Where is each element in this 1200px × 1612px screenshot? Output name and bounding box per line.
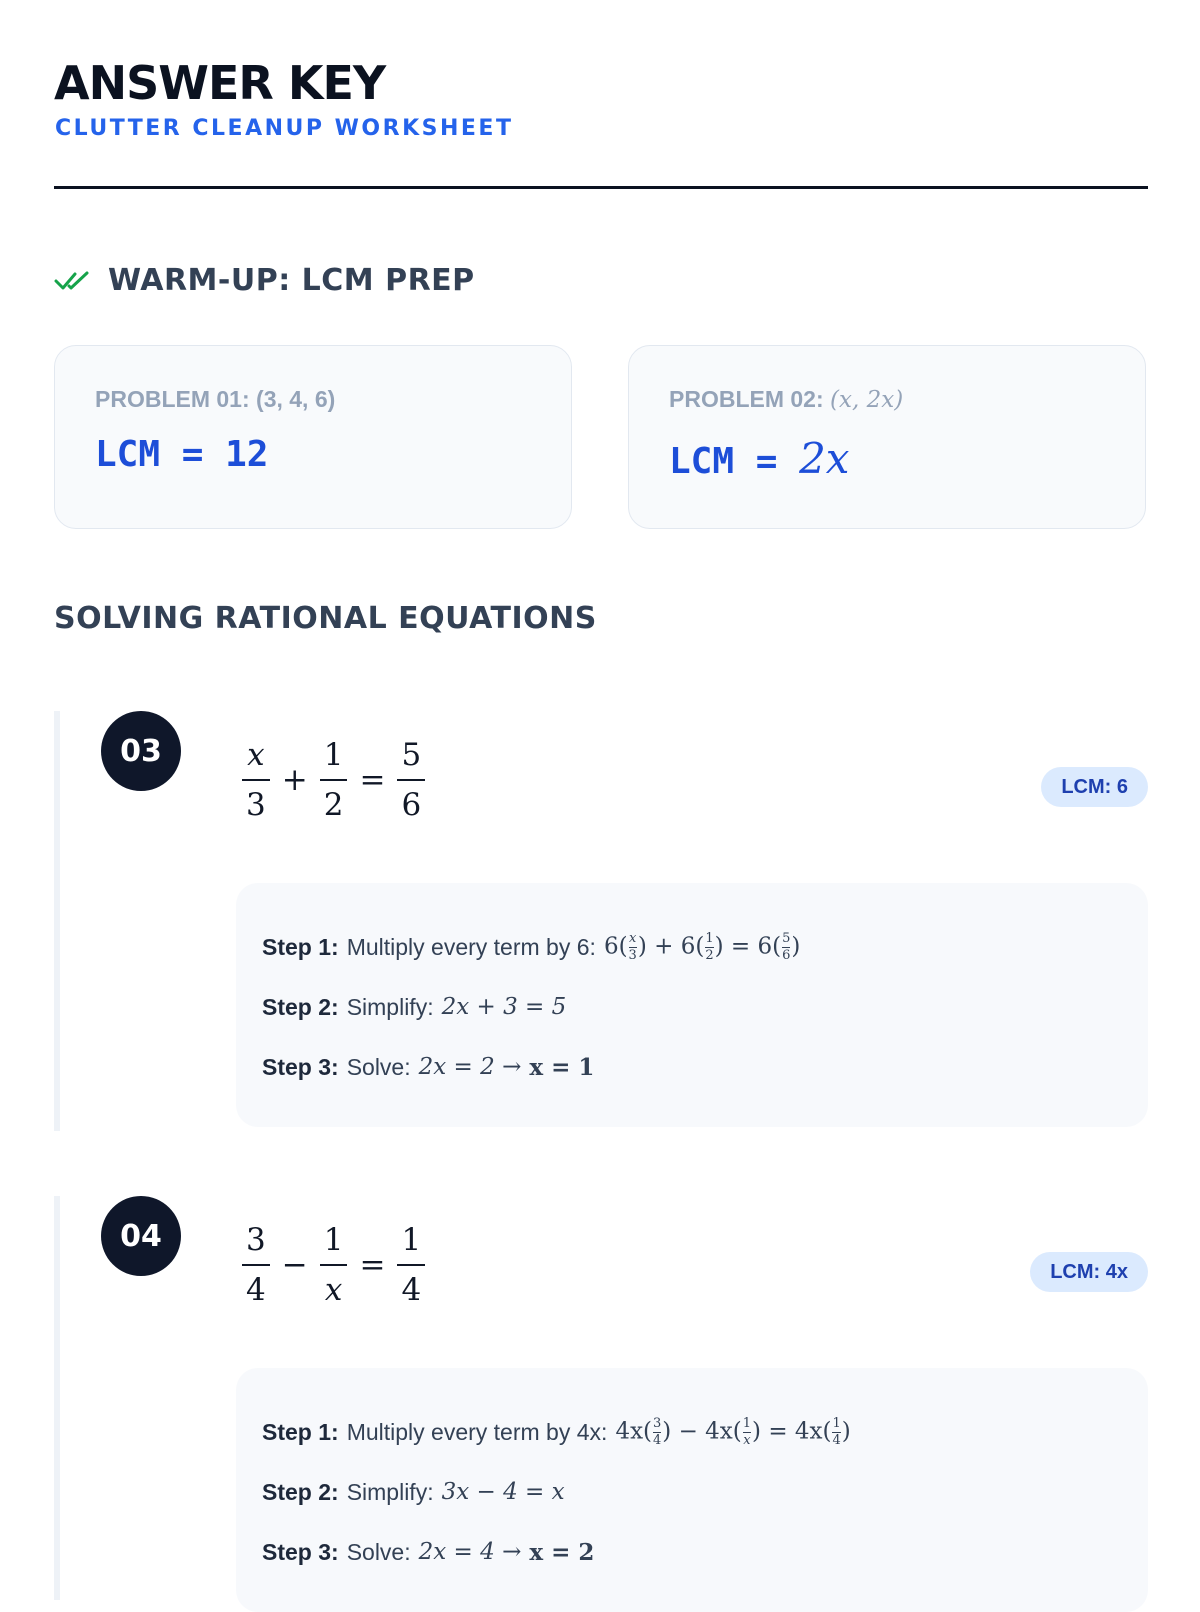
warmup-card-01 <box>54 345 572 529</box>
problem-label <box>95 386 335 413</box>
lcm-result <box>669 434 849 483</box>
step-2 <box>262 977 1122 1037</box>
problem-number-badge: 03 <box>101 711 181 791</box>
step-3 <box>262 1037 1122 1097</box>
denominator: 2 <box>323 787 344 823</box>
final-answer: x = 1 <box>529 1053 595 1081</box>
numerator: 1 <box>323 737 344 773</box>
solution-steps <box>236 883 1148 1127</box>
lcm-result <box>95 434 268 475</box>
problem-label-values: (3, 4, 6) <box>256 386 336 412</box>
denominator: 4 <box>401 1272 422 1308</box>
final-answer: x = 2 <box>529 1538 595 1566</box>
equation <box>236 737 431 823</box>
warmup-title: WARM-UP: LCM PREP <box>108 262 475 298</box>
warmup-card-02 <box>628 345 1146 529</box>
step-1 <box>262 917 1122 977</box>
step-1 <box>262 1402 1122 1462</box>
operator: = <box>359 1247 386 1283</box>
operator: = <box>359 762 386 798</box>
denominator: x <box>324 1272 343 1308</box>
step-text: Solve: <box>346 1538 411 1565</box>
numerator: 5 <box>401 737 422 773</box>
step-text: Multiply every term by 6: <box>346 933 596 960</box>
fraction <box>242 737 270 823</box>
lcm-value: 12 <box>225 434 269 475</box>
step-label: Step 2: <box>262 1478 339 1505</box>
step-math: 6( $\frac{x}{3}$ ) + 6( $\frac{1}{2}$ ) = 6( $\frac{5}{6}$ ) <box>603 930 801 963</box>
solution-steps <box>236 1368 1148 1612</box>
problem-label-values: (x, 2x) <box>830 387 904 413</box>
step-label: Step 2: <box>262 993 339 1020</box>
solving-title: SOLVING RATIONAL EQUATIONS <box>54 601 597 636</box>
problem-03 <box>54 711 1148 1131</box>
numerator: 3 <box>246 1222 266 1258</box>
step-label: Step 3: <box>262 1538 339 1565</box>
step-label: Step 1: <box>262 1418 339 1445</box>
step-label: Step 1: <box>262 933 339 960</box>
step-math: 2x + 3 = 5 <box>441 994 567 1020</box>
denominator: 3 <box>246 787 266 823</box>
step-2 <box>262 1462 1122 1522</box>
step-math: 3x − 4 = x <box>441 1479 565 1505</box>
fraction <box>320 1222 348 1308</box>
denominator: 6 <box>401 787 422 823</box>
lcm-prefix: LCM = <box>669 441 778 482</box>
step-math: 2x = 2 → <box>418 1054 522 1080</box>
step-text: Simplify: <box>346 1478 434 1505</box>
lcm-badge: LCM: 4x <box>1030 1252 1148 1292</box>
warmup-heading <box>54 260 475 300</box>
problem-label-prefix: PROBLEM 02: <box>669 386 824 412</box>
problem-04 <box>54 1196 1148 1600</box>
numerator: 1 <box>323 1222 344 1258</box>
header-divider <box>54 186 1148 189</box>
denominator: 4 <box>246 1272 266 1308</box>
step-label: Step 3: <box>262 1053 339 1080</box>
step-text: Multiply every term by 4x: <box>346 1418 608 1445</box>
problem-label-prefix: PROBLEM 01: <box>95 386 250 412</box>
step-3 <box>262 1522 1122 1582</box>
step-math: 2x = 4 → <box>418 1539 522 1565</box>
fraction <box>397 1222 425 1308</box>
step-text: Simplify: <box>346 993 434 1020</box>
fraction <box>320 737 348 823</box>
double-check-icon <box>54 268 92 292</box>
equation <box>236 1222 431 1308</box>
step-text: Solve: <box>346 1053 411 1080</box>
lcm-prefix: LCM = <box>95 434 204 475</box>
problem-number-badge: 04 <box>101 1196 181 1276</box>
page-title: ANSWER KEY <box>54 56 386 110</box>
numerator: 1 <box>401 1222 422 1258</box>
operator: − <box>281 1247 308 1283</box>
page-subtitle: CLUTTER CLEANUP WORKSHEET <box>55 116 514 141</box>
problem-label <box>669 386 903 413</box>
operator: + <box>281 762 308 798</box>
lcm-badge: LCM: 6 <box>1041 767 1148 807</box>
fraction <box>397 737 425 823</box>
lcm-value: 2x <box>799 434 850 483</box>
numerator: x <box>247 737 265 773</box>
fraction <box>242 1222 270 1308</box>
step-math: 4x( $\frac{3}{4}$ ) − 4x( $\frac{1}{x}$ ) = 4x( $\frac{1}{4}$ ) <box>615 1415 851 1448</box>
